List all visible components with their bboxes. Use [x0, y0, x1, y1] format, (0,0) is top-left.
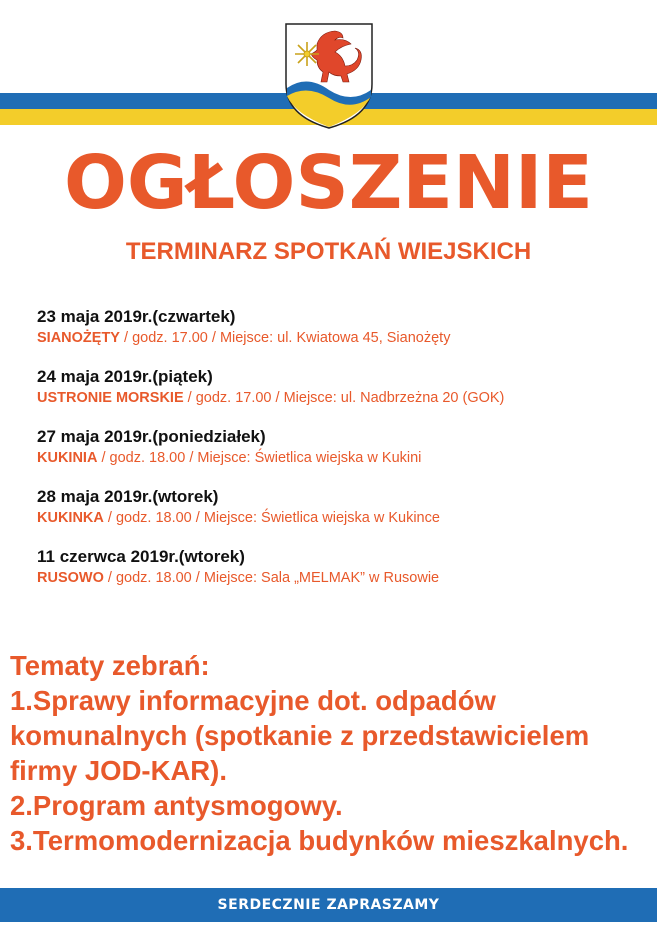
topic-line: 2.Program antysmogowy. [10, 790, 343, 821]
meeting-schedule [37, 306, 637, 606]
meeting-place: RUSOWO [37, 570, 104, 586]
footer-banner [0, 888, 657, 922]
meeting-date: 23 maja 2019r.(czwartek) [37, 307, 236, 326]
meeting-date: 28 maja 2019r.(wtorek) [37, 487, 219, 506]
coat-of-arms-griffin-icon [283, 22, 375, 130]
topic-line: komunalnych (spotkanie z przedstawicielem [10, 720, 590, 751]
meeting-date: 24 maja 2019r.(piątek) [37, 367, 213, 386]
meeting-date: 27 maja 2019r.(poniedziałek) [37, 427, 266, 446]
meeting-detail [37, 448, 637, 468]
topic-line: firmy JOD-KAR). [10, 755, 227, 786]
meeting-item [37, 366, 637, 426]
meeting-detail [37, 388, 637, 408]
meeting-info: / godz. 18.00 / Miejsce: Sala „MELMAK” w Rusowie [103, 570, 440, 586]
meeting-detail [37, 328, 637, 348]
meeting-item [37, 306, 637, 366]
page-title: OGŁOSZENIE [64, 140, 593, 226]
meeting-place: SIANOŻĘTY [37, 330, 120, 346]
meeting-detail [37, 568, 637, 588]
meeting-info: / godz. 18.00 / Miejsce: Świetlica wiejska w Kukince [103, 510, 440, 526]
meeting-date: 11 czerwca 2019r.(wtorek) [37, 547, 245, 566]
meeting-topics [10, 648, 655, 858]
meeting-detail [37, 508, 637, 528]
meeting-info: / godz. 17.00 / Miejsce: ul. Nadbrzeżna 20 (GOK) [183, 390, 505, 406]
page-subtitle: TERMINARZ SPOTKAŃ WIEJSKICH [125, 238, 532, 265]
meeting-item [37, 546, 637, 606]
footer-text: SERDECZNIE ZAPRASZAMY [217, 897, 440, 913]
topics-heading: Tematy zebrań: [10, 650, 210, 681]
meeting-place: KUKINKA [37, 510, 104, 526]
meeting-item [37, 426, 637, 486]
meeting-info: / godz. 18.00 / Miejsce: Świetlica wiejska w Kukini [97, 450, 422, 466]
meeting-place: USTRONIE MORSKIE [37, 390, 184, 406]
meeting-info: / godz. 17.00 / Miejsce: ul. Kwiatowa 45, Sianożęty [119, 330, 451, 346]
meeting-place: KUKINIA [37, 450, 98, 466]
topic-line: 1.Sprawy informacyjne dot. odpadów [10, 685, 496, 716]
meeting-item [37, 486, 637, 546]
topic-line: 3.Termomodernizacja budynków mieszkalnych. [10, 825, 629, 856]
